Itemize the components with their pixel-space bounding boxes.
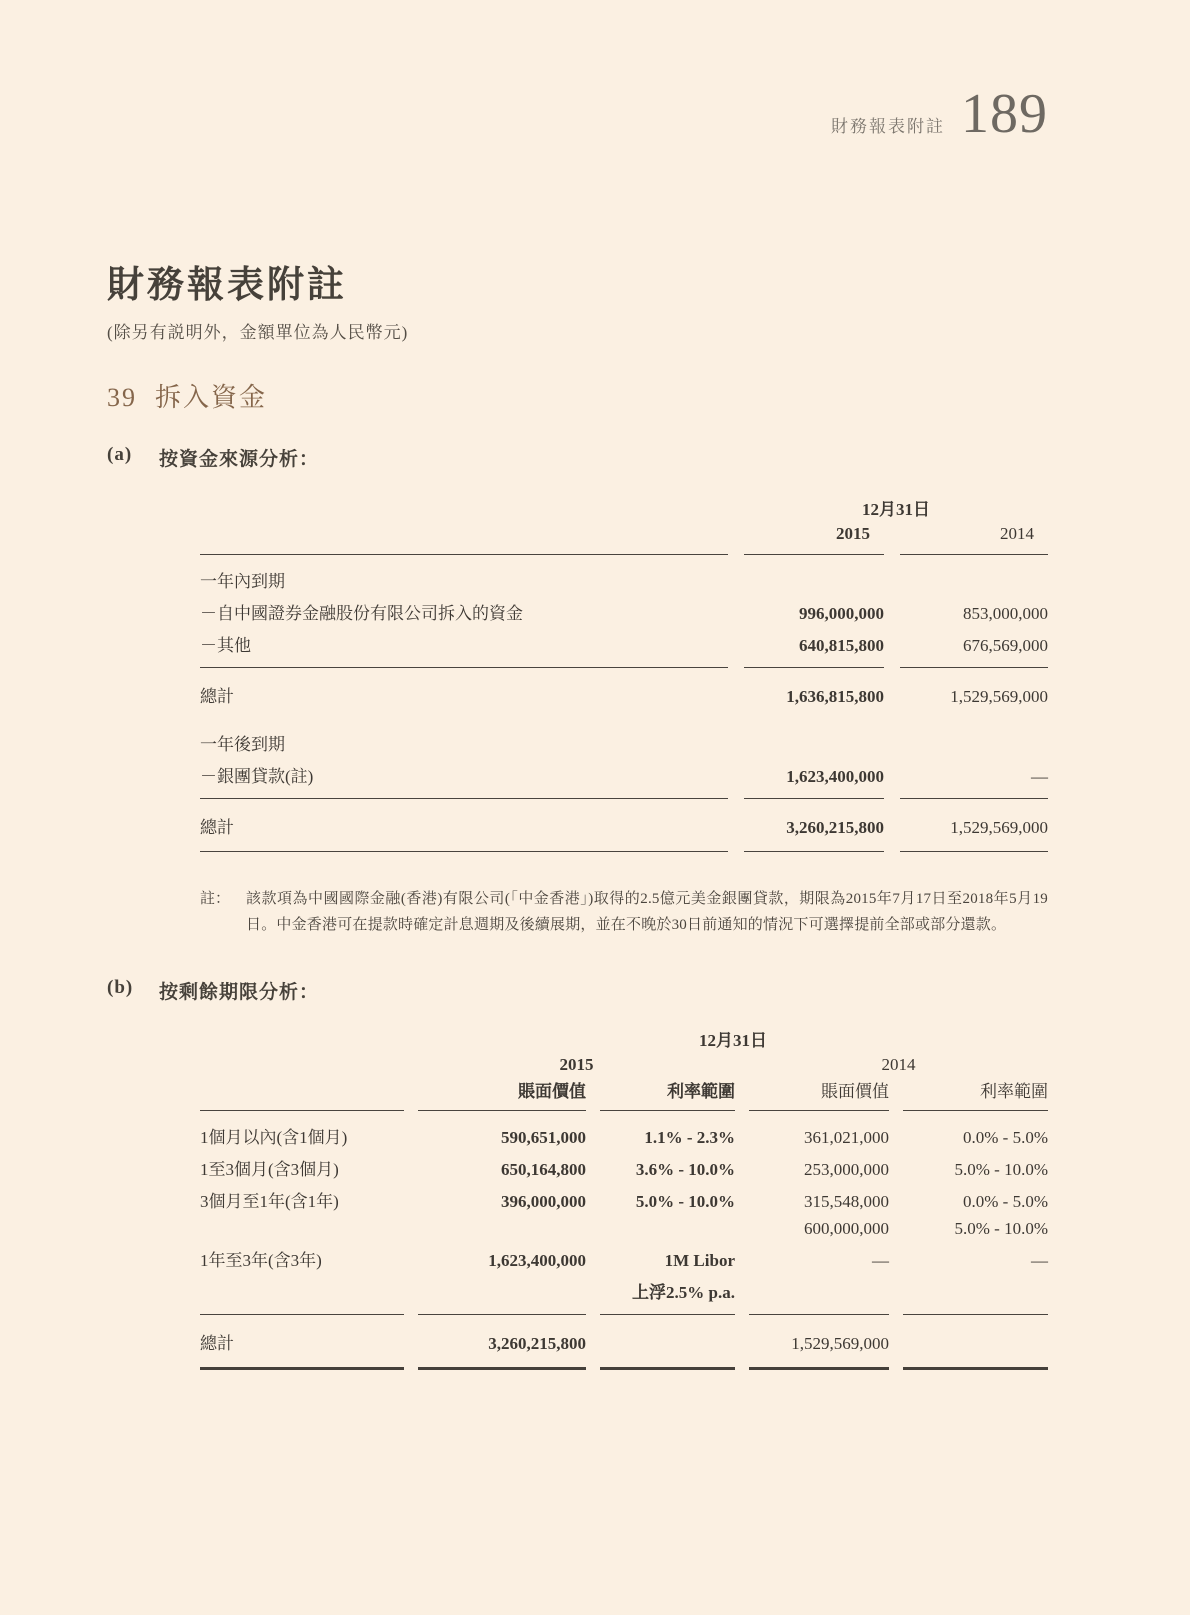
footnote xyxy=(200,886,1048,939)
table-row xyxy=(200,555,1048,596)
row-label: －其他 xyxy=(200,636,251,655)
table-rule xyxy=(200,851,1048,852)
table-rule xyxy=(200,667,1048,668)
column-header-2014: 2014 xyxy=(1000,524,1034,543)
page-header-section-label: 財務報表附註 xyxy=(831,117,945,136)
value-2015: 1,636,815,800 xyxy=(786,687,884,706)
table-row xyxy=(200,1111,1048,1152)
carrying-value-2014: 361,021,000 xyxy=(804,1127,889,1147)
table-row xyxy=(200,1242,1048,1274)
rate-range-2015: 3.6% - 10.0% xyxy=(635,1159,735,1179)
carrying-value-2015: 396,000,000 xyxy=(501,1191,586,1211)
table-b-year-header-row xyxy=(200,1051,1048,1075)
table-row xyxy=(200,596,1048,628)
table-b-date-header-row xyxy=(200,1026,1048,1051)
row-label: 1至3個月(含3個月) xyxy=(200,1159,339,1179)
table-row xyxy=(200,720,1048,759)
table-rule xyxy=(200,1314,1048,1315)
table-row xyxy=(200,1215,1048,1242)
subsection-b-heading-row xyxy=(107,977,1048,1004)
row-label: 1年至3年(含3年) xyxy=(200,1250,322,1270)
rate-range-2014: 5.0% - 10.0% xyxy=(954,1159,1048,1179)
row-label: －自中國證券金融股份有限公司拆入的資金 xyxy=(200,604,523,623)
table-rule xyxy=(200,1110,1048,1111)
rate-range-2014: 5.0% - 10.0% xyxy=(954,1218,1048,1238)
table-by-funding-source xyxy=(200,495,1048,852)
rate-range-2015: 1M Libor xyxy=(664,1250,735,1270)
table-row-total xyxy=(200,1315,1048,1367)
rate-range-2014: 0.0% - 5.0% xyxy=(963,1127,1048,1147)
rate-range-2014: — xyxy=(1031,1250,1048,1270)
row-label: 一年後到期 xyxy=(200,735,285,754)
row-label: 總計 xyxy=(200,687,234,706)
table-rule-bottom xyxy=(200,1367,1048,1370)
section-number: 39 xyxy=(107,383,137,412)
table-by-remaining-maturity xyxy=(200,1026,1048,1370)
section-title: 拆入資金 xyxy=(155,383,268,412)
carrying-value-2015: 590,651,000 xyxy=(501,1127,586,1147)
value-2015: 996,000,000 xyxy=(799,604,884,623)
rate-range-2015: 1.1% - 2.3% xyxy=(644,1127,735,1147)
column-header-carrying-value-2015: 賬面價值 xyxy=(518,1081,586,1101)
column-header-2015: 2015 xyxy=(836,524,870,543)
column-header-2015: 2015 xyxy=(559,1054,594,1074)
carrying-value-2015: 650,164,800 xyxy=(501,1159,586,1179)
table-row-total xyxy=(200,668,1048,720)
document-subtitle: (除另有説明外，金額單位為人民幣元) xyxy=(107,323,409,342)
carrying-value-2014: 1,529,569,000 xyxy=(791,1333,889,1353)
subsection-a-heading: 按資金來源分析： xyxy=(159,449,320,470)
row-label: 總計 xyxy=(200,818,234,837)
value-2015: 3,260,215,800 xyxy=(786,818,884,837)
table-b-subheader-row xyxy=(200,1075,1048,1110)
table-rule xyxy=(200,554,1048,555)
subsection-a-heading-row xyxy=(107,444,1048,471)
value-2015: 640,815,800 xyxy=(799,636,884,655)
row-label: －銀團貸款(註) xyxy=(200,767,314,786)
footnote-label: 註： xyxy=(200,891,231,907)
table-row-total xyxy=(200,799,1048,851)
table-row xyxy=(200,1274,1048,1314)
table-row xyxy=(200,1151,1048,1183)
subsection-b-heading: 按剩餘期限分析： xyxy=(159,981,320,1003)
column-header-2014: 2014 xyxy=(881,1054,916,1074)
value-2014: 676,569,000 xyxy=(963,636,1048,655)
table-a-year-header-row xyxy=(200,520,1048,554)
row-label: 總計 xyxy=(200,1333,234,1353)
section-heading xyxy=(107,377,1048,414)
value-2014: 1,529,569,000 xyxy=(950,687,1048,706)
footnote-text: 該款項為中國國際金融(香港)有限公司(「中金香港」)取得的2.5億元美金銀團貸款，期限為2015年7月17日至2018年5月19日。中金香港可在提款時確定計息週期及後續展期，並在不晚於30日前通知的情況下可選擇提前全部或部分還款。 xyxy=(246,891,1048,934)
carrying-value-2014: 600,000,000 xyxy=(804,1218,889,1238)
carrying-value-2015: 1,623,400,000 xyxy=(488,1250,586,1270)
value-2014: 853,000,000 xyxy=(963,604,1048,623)
page-header xyxy=(107,0,1048,145)
column-header-date: 12月31日 xyxy=(699,1030,767,1050)
row-label: 一年內到期 xyxy=(200,572,285,591)
subsection-b-marker: (b) xyxy=(107,976,134,998)
subsection-a-marker: (a) xyxy=(107,444,133,465)
table-a-date-header-row xyxy=(200,495,1048,520)
column-header-rate-range-2015: 利率範圍 xyxy=(667,1081,735,1101)
value-2014: 1,529,569,000 xyxy=(950,818,1048,837)
column-header-carrying-value-2014: 賬面價值 xyxy=(821,1081,889,1101)
carrying-value-2014: 315,548,000 xyxy=(804,1191,889,1211)
carrying-value-2014: 253,000,000 xyxy=(804,1159,889,1179)
table-row xyxy=(200,1183,1048,1215)
row-label: 3個月至1年(含1年) xyxy=(200,1191,339,1211)
table-row xyxy=(200,759,1048,799)
document-title: 財務報表附註 xyxy=(107,265,347,306)
carrying-value-2014: — xyxy=(872,1250,889,1270)
row-label: 1個月以內(含1個月) xyxy=(200,1127,348,1147)
table-rule xyxy=(200,798,1048,799)
value-2014: — xyxy=(1031,767,1048,786)
rate-range-2015: 5.0% - 10.0% xyxy=(635,1191,735,1211)
carrying-value-2015: 3,260,215,800 xyxy=(488,1333,586,1353)
table-row xyxy=(200,628,1048,668)
rate-range-2015: 上浮2.5% p.a. xyxy=(632,1282,735,1302)
rate-range-2014: 0.0% - 5.0% xyxy=(963,1191,1048,1211)
column-header-date: 12月31日 xyxy=(862,500,930,519)
page-number: 189 xyxy=(961,83,1048,145)
column-header-rate-range-2014: 利率範圍 xyxy=(980,1081,1048,1101)
value-2015: 1,623,400,000 xyxy=(786,767,884,786)
